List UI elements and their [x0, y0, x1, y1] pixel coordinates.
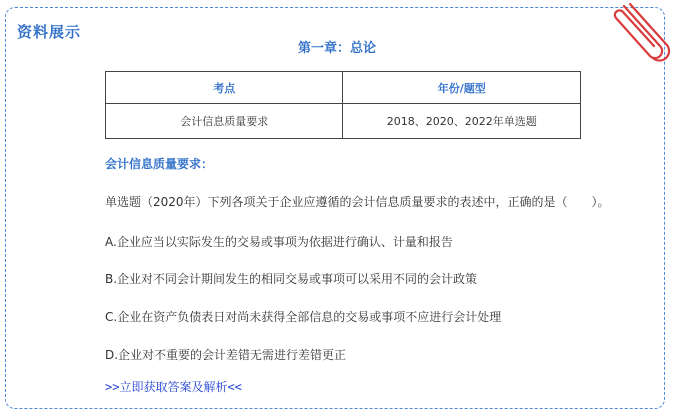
- table-row: [106, 104, 581, 139]
- option-d: D.企业对不重要的会计差错无需进行差错更正: [105, 348, 347, 362]
- table-header-row: [106, 72, 581, 104]
- get-answer-link[interactable]: >>立即获取答案及解析<<: [105, 380, 242, 394]
- chapter-title: 第一章：总论: [297, 41, 376, 56]
- panel-title: 资料展示: [17, 23, 82, 41]
- option-a: A.企业应当以实际发生的交易或事项为依据进行确认、计量和报告: [105, 235, 453, 249]
- table-header-cell: 年份/题型: [343, 72, 581, 104]
- table-header-cell: 考点: [106, 72, 343, 104]
- table-cell: 2018、2020、2022年单选题: [343, 104, 581, 139]
- table-cell: 会计信息质量要求: [106, 104, 343, 139]
- exam-points-table: [105, 71, 581, 139]
- question-stem: 单选题（2020年）下列各项关于企业应遵循的会计信息质量要求的表述中，正确的是（ ）。: [105, 195, 610, 209]
- section-heading: 会计信息质量要求：: [105, 157, 214, 171]
- option-b: B.企业对不同会计期间发生的相同交易或事项可以采用不同的会计政策: [105, 272, 478, 286]
- option-c: C.企业在资产负债表日对尚未获得全部信息的交易或事项不应进行会计处理: [105, 310, 502, 324]
